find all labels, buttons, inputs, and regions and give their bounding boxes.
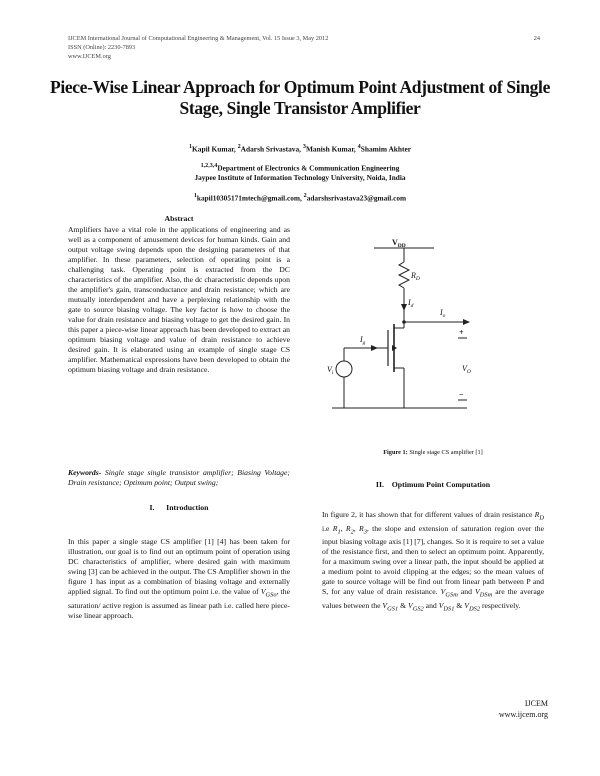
symbol-sub: DS1 — [443, 605, 455, 613]
intro-text — [68, 537, 290, 621]
paper-title: Piece-Wise Linear Approach for Optimum Point Adjustment of Single Stage, Single Transistor Amplifier — [50, 77, 550, 118]
rd-label — [410, 271, 420, 282]
label-main: I — [408, 298, 411, 307]
symbol: R — [534, 510, 540, 519]
label-main: V — [327, 365, 332, 374]
email-sup: 2 — [303, 193, 307, 199]
text-run: and — [457, 587, 476, 597]
text-run: , the slope and extension of saturation region over the input biasing voltage axis [1] [7], changes. So it is require to set a value of the resistance first, and then to select an optimum point. Apparently, for a maximum swing over a linear path, the input should be applied at a medium point to avoid clipping at the edges; so the mean values of gate to source voltage will be find out from linear path between P and S, for any value of drain resistance. — [322, 523, 545, 597]
keywords — [68, 468, 290, 488]
symbol-sub: DSm — [479, 591, 493, 599]
symbol-sub: DS2 — [468, 605, 481, 613]
label-main: I — [440, 308, 443, 317]
email-sup: 1 — [193, 193, 197, 199]
author-name: Adarsh Srivastava, — [240, 144, 303, 154]
symbol-sub: 2 — [350, 528, 354, 536]
symbol: V — [438, 600, 444, 610]
author-emails — [60, 193, 540, 202]
label-main: R — [411, 271, 416, 280]
label-main: I — [360, 335, 363, 344]
email: adarshsrivastava23@gmail.com — [306, 193, 407, 203]
author-sup: 1 — [188, 144, 193, 150]
author-name: Shamim Akhter — [360, 144, 412, 154]
drain-resistor — [399, 262, 409, 288]
label-main: V — [462, 364, 467, 373]
vo-label — [462, 364, 471, 375]
text-run: , — [353, 523, 360, 533]
caption-text: Single stage CS amplifier [1] — [407, 449, 483, 456]
text-run: , — [340, 523, 346, 533]
page-footer — [420, 699, 548, 720]
vi-label — [327, 365, 334, 376]
affiliation-sup: 1,2,3,4 — [200, 163, 218, 169]
id-arrow — [401, 304, 407, 311]
symbol: V — [475, 587, 480, 597]
label-sub: D — [415, 276, 420, 282]
vdd-label — [392, 238, 406, 249]
intro-body: In this paper a single stage CS amplifier [1] [4] has been taken for illustration, our goal is to find out an optimum point of operation using DC characteristics of amplifier, where desired gain with maximum swing [3] can be achieved in the output. The CS Amplifier shown in the figure 1 has input as a combination of biasing voltage and externally applied signal. To find out the optimum point i.e. the value of — [68, 537, 290, 596]
journal-header — [68, 35, 548, 61]
input-source — [336, 361, 352, 377]
abstract-text: Amplifiers have a vital role in the applications of engineering and as well as a component of amusement devices for human kinds. Gain and output voltage swing depends upon the designing parameters of that amplifier. In these parameters, selection of operating point is a challenging task. Operating point is extracted from the DC characteristics of the amplifier. Also, the dc characteristic depends upon the amplifier's gain, transconductance and drain resistance; which are mutually interdependent and have a perplexing relationship with the gate to source biasing voltage. The key factor is how to choose the value for drain resistance and biasing voltage to get the desired gain. In this paper a piece-wise linear approach has been developed to extract an optimum biasing voltage and value of drain resistance to achieve desired gain. It is elaborated using an example of single stage CS amplifier. Mathematical expressions have been developed to obtain the optimum biasing voltage and drain resistance. — [68, 225, 290, 374]
symbol-sub: GS2 — [412, 605, 424, 613]
vgso-symbol: V — [260, 587, 266, 596]
ig-label — [359, 335, 366, 346]
author-sup: 4 — [357, 144, 361, 150]
journal-name: IJCEM International Journal of Computational Engineering & Management, Vol. 15 Issue 3, May 2012 — [68, 35, 329, 42]
keywords-label: Keywords- — [68, 468, 102, 477]
footer-name: IJCEM — [524, 699, 548, 708]
author-name: Kapil Kumar, — [192, 144, 238, 154]
plus-terminal: + — [459, 328, 464, 337]
label-sub: i — [331, 370, 334, 376]
symbol-sub: GSm — [445, 591, 458, 599]
symbol: R — [332, 523, 338, 533]
label-sub: g — [362, 340, 366, 346]
text-run: & — [454, 600, 465, 610]
label-sub: O — [466, 369, 471, 375]
io-arrow — [463, 319, 470, 325]
journal-website: www.IJCEM.org — [68, 52, 111, 60]
label-sub: o — [442, 313, 446, 319]
abstract-heading: Abstract — [164, 214, 194, 223]
symbol: V — [408, 600, 413, 610]
symbol-sub: D — [539, 514, 544, 522]
text-run: & — [398, 600, 408, 610]
author-sup: 3 — [302, 144, 306, 150]
caption-label: Figure 1: — [383, 449, 408, 456]
symbol: V — [464, 600, 469, 610]
journal-issn: ISSN (Online): 2230-7893 — [68, 43, 136, 51]
label-main: V — [392, 238, 398, 247]
email: kapil10305171mtech@gmail.com, — [196, 193, 304, 203]
symbol-sub: 1 — [337, 528, 341, 536]
text-run: i.e — [322, 523, 333, 533]
intro-heading: I. Introduction — [149, 503, 209, 512]
symbol: R — [345, 523, 351, 533]
intro-body-end: , the saturation/ active region is assumed as linear path i.e. called here piece-wise linear approach. — [68, 587, 290, 620]
symbol: R — [359, 523, 364, 533]
section-2-text — [322, 510, 544, 614]
io-label — [439, 308, 446, 319]
label-sub: d — [410, 303, 414, 309]
ig-arrow — [371, 345, 378, 351]
page-number: 24 — [533, 35, 540, 42]
keywords-text: Single stage single transistor amplifier; Biasing Voltage; Drain resistance; Optimum point; Output swing; — [68, 468, 290, 487]
symbol: V — [440, 587, 446, 597]
vgso-sub: GSo — [265, 591, 277, 599]
author-name: Manish Kumar, — [305, 144, 358, 154]
figure-1-caption — [322, 449, 544, 456]
label-sub: DD — [397, 243, 406, 249]
author-sup: 2 — [237, 144, 241, 150]
minus-terminal: − — [459, 390, 464, 399]
symbol-sub: GS1 — [387, 605, 399, 613]
text-run: are the average values between the — [322, 587, 545, 610]
text-run: and — [423, 600, 439, 610]
text-run: respectively. — [480, 600, 521, 610]
author-list — [60, 144, 540, 153]
text-run: In figure 2, it has shown that for different values of drain resistance — [322, 510, 535, 519]
institute: Jaypee Institute of Information Technology University, Noida, India — [194, 172, 406, 182]
department: Department of Electronics & Communication Engineering — [217, 163, 400, 173]
section-2-heading: II. Optimum Point Computation — [375, 480, 491, 489]
figure-1-circuit — [322, 238, 482, 428]
symbol-sub: 3 — [363, 528, 367, 536]
footer-url: www.ijcem.org — [498, 709, 548, 719]
id-label — [407, 298, 414, 309]
affiliation — [60, 162, 540, 182]
symbol: V — [382, 600, 388, 610]
